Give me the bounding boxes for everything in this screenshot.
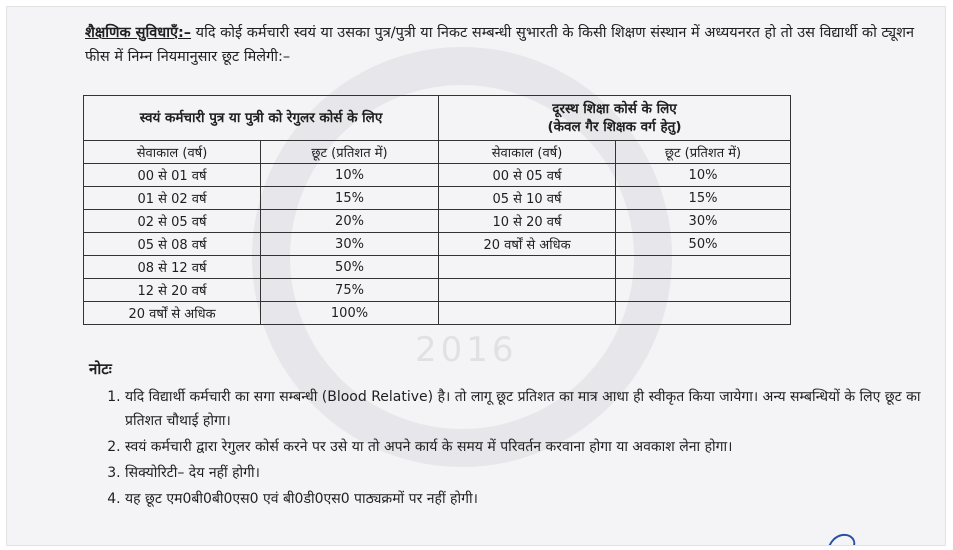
service-cell: 00 से 05 वर्ष — [439, 164, 616, 187]
intro-paragraph — [85, 21, 925, 69]
service-cell: 00 से 01 वर्ष — [84, 164, 261, 187]
section-heading: शैक्षणिक सुविधाएँ:– — [85, 25, 192, 41]
service-cell: 20 वर्षों से अधिक — [84, 302, 261, 325]
discount-cell: 75% — [261, 279, 439, 302]
fee-discount-table — [83, 95, 791, 325]
list-item: 3. सिक्योरिटी– देय नहीं होगी। — [125, 461, 935, 485]
signature-scribble — [813, 525, 873, 546]
notes-title: नोटः — [89, 360, 112, 378]
regular-course-heading: स्वयं कर्मचारी पुत्र या पुत्री को रेगुलर कोर्स के लिए — [84, 96, 439, 141]
discount-cell: 10% — [616, 164, 791, 187]
discount-cell: 50% — [616, 233, 791, 256]
service-cell: 10 से 20 वर्ष — [439, 210, 616, 233]
discount-cell — [616, 302, 791, 325]
document-page — [6, 6, 946, 546]
discount-cell: 20% — [261, 210, 439, 233]
table-row — [84, 233, 791, 256]
service-cell: 20 वर्षों से अधिक — [439, 233, 616, 256]
table-row — [84, 256, 791, 279]
discount-cell — [616, 279, 791, 302]
service-cell: 05 से 08 वर्ष — [84, 233, 261, 256]
table-row — [84, 210, 791, 233]
watermark-year: 2016 — [415, 330, 518, 370]
discount-cell — [616, 256, 791, 279]
service-cell: 08 से 12 वर्ष — [84, 256, 261, 279]
table-row — [84, 279, 791, 302]
table-row — [84, 187, 791, 210]
distance-course-heading: दूरस्थ शिक्षा कोर्स के लिए (केवल गैर शिक्षक वर्ग हेतु) — [439, 96, 791, 141]
service-cell — [439, 256, 616, 279]
discount-cell: 50% — [261, 256, 439, 279]
discount-cell: 30% — [616, 210, 791, 233]
column-header-service-left: सेवाकाल (वर्ष) — [84, 141, 261, 164]
list-item: 2. स्वयं कर्मचारी द्वारा रेगुलर कोर्स करने पर उसे या तो अपने कार्य के समय में परिवर्तन करवाना होगा या अवकाश लेना होगा। — [125, 435, 935, 459]
service-cell — [439, 302, 616, 325]
column-header-discount-left: छूट (प्रतिशत में) — [261, 141, 439, 164]
service-cell — [439, 279, 616, 302]
list-item: 4. यह छूट एम0बी0बी0एस0 एवं बी0डी0एस0 पाठ्यक्रमों पर नहीं होगी। — [125, 487, 935, 511]
service-cell: 01 से 02 वर्ष — [84, 187, 261, 210]
notes-list — [103, 385, 935, 513]
discount-cell: 15% — [616, 187, 791, 210]
service-cell: 02 से 05 वर्ष — [84, 210, 261, 233]
discount-cell: 10% — [261, 164, 439, 187]
table-row — [84, 302, 791, 325]
discount-cell: 100% — [261, 302, 439, 325]
discount-cell: 15% — [261, 187, 439, 210]
column-header-service-right: सेवाकाल (वर्ष) — [439, 141, 616, 164]
discount-cell: 30% — [261, 233, 439, 256]
list-item: 1. यदि विद्यार्थी कर्मचारी का सगा सम्बन्धी (Blood Relative) है। तो लागू छूट प्रतिशत का मात्र आधा ही स्वीकृत किया जायेगा। अन्य सम्बन्धियों के लिए छूट का प्रतिशत चौथाई होगा। — [125, 385, 935, 433]
service-cell: 05 से 10 वर्ष — [439, 187, 616, 210]
table-row — [84, 164, 791, 187]
intro-text: यदि कोई कर्मचारी स्वयं या उसका पुत्र/पुत्री या निकट सम्बन्धी सुभारती के किसी शिक्षण संस्थान में अध्ययनरत हो तो उस विद्यार्थी को ट्यूशन फीस में निम्न नियमानुसार छूट मिलेगी:– — [85, 25, 915, 65]
service-cell: 12 से 20 वर्ष — [84, 279, 261, 302]
column-header-discount-right: छूट (प्रतिशत में) — [616, 141, 791, 164]
